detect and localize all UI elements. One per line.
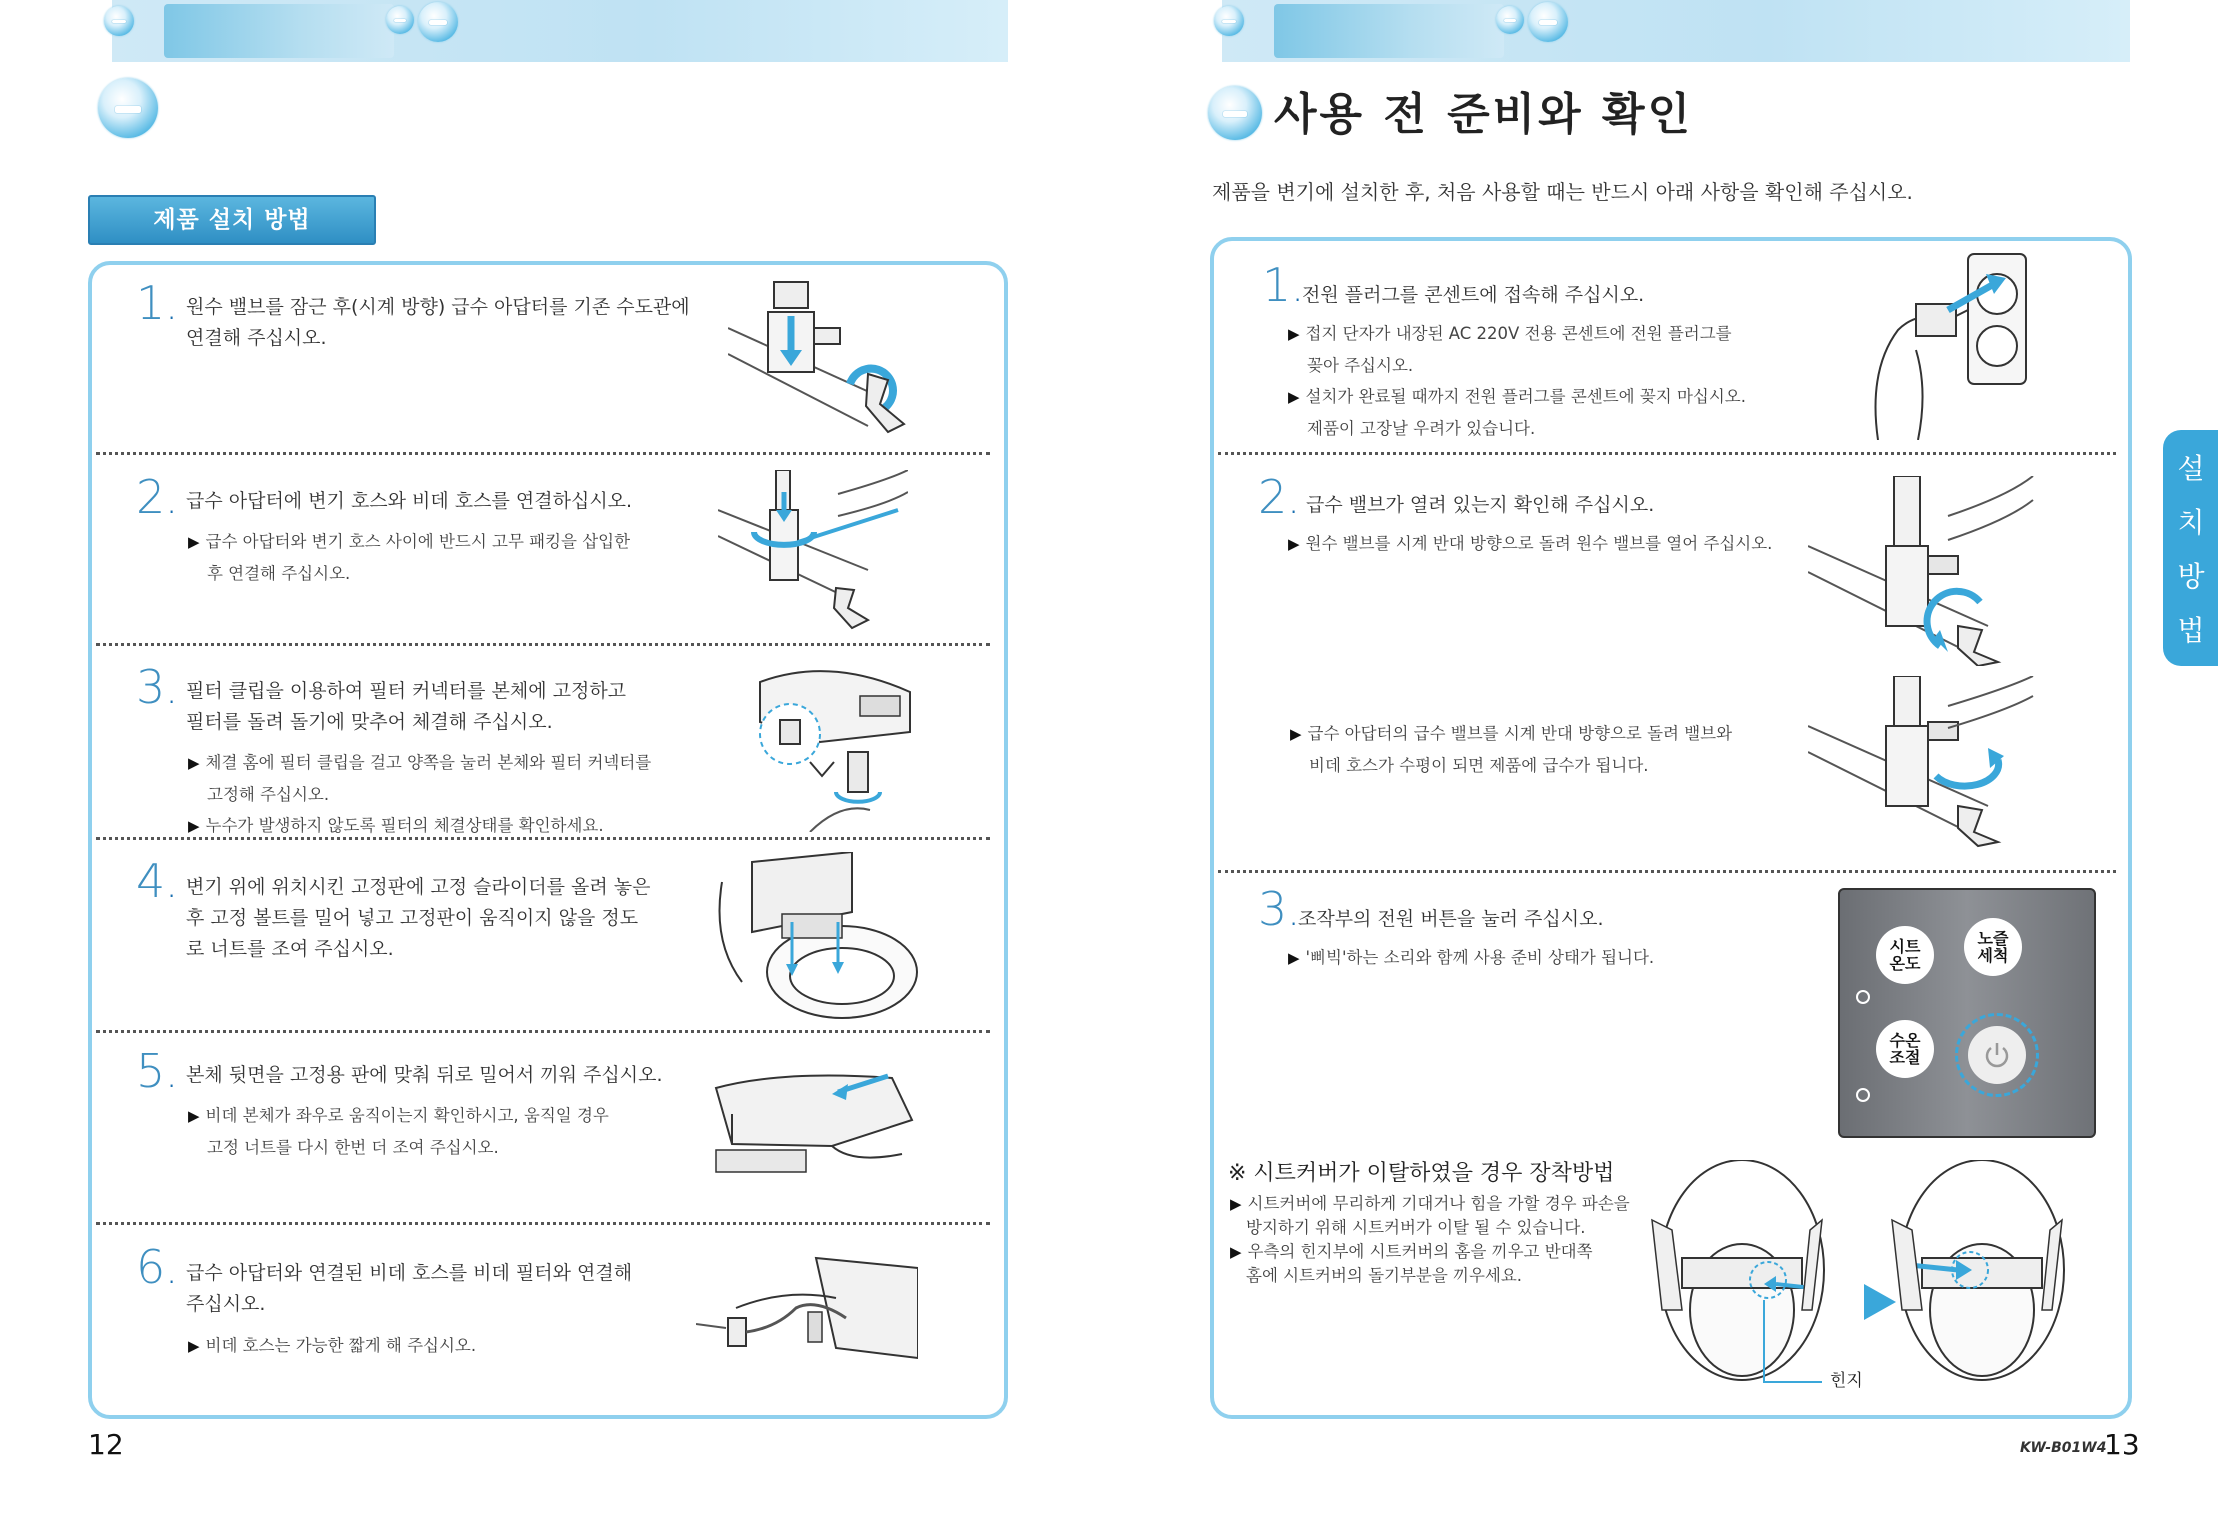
- water-valve-illustration: [1808, 476, 2038, 666]
- indicator-light: [1856, 1088, 1870, 1102]
- bubble-icon: [1214, 6, 1244, 36]
- banner-photo: [1274, 4, 1504, 58]
- divider: [96, 1030, 990, 1033]
- power-outlet-illustration: [1858, 250, 2038, 440]
- bullet-triangle-icon: ▶: [188, 754, 200, 772]
- bubble-icon: [418, 2, 458, 42]
- step-number: 3.: [1258, 882, 1300, 936]
- bullet-triangle-icon: ▶: [188, 1107, 200, 1125]
- power-icon: [1982, 1040, 2012, 1070]
- step-number: 2.: [136, 470, 178, 524]
- step-text: 본체 뒷면을 고정용 판에 맞춰 뒤로 밀어서 끼워 주십시오.: [186, 1064, 663, 1086]
- step-number: 1.: [1262, 258, 1304, 312]
- step-number: 5.: [136, 1044, 178, 1098]
- step-text: 급수 밸브가 열려 있는지 확인해 주십시오.: [1306, 494, 1655, 516]
- bubble-icon: [1528, 2, 1568, 42]
- step-text: 전원 플러그를 콘센트에 접속해 주십시오.: [1302, 284, 1645, 306]
- water-temp-button[interactable]: 수온 조절: [1876, 1020, 1934, 1078]
- bullet-triangle-icon: ▶: [188, 817, 200, 835]
- step-number: 3.: [136, 660, 178, 714]
- step-note: ▶ 급수 아답터의 급수 밸브를 시계 반대 방향으로 돌려 밸브와 비데 호스가 수평이 되면 제품에 급수가 됩니다.: [1290, 724, 1733, 775]
- page-number: 13: [2104, 1428, 2140, 1461]
- step-note: ▶ 접지 단자가 내장된 AC 220V 전용 콘센트에 전원 플러그를 꽂아 주십시오. ▶ 설치가 완료될 때까지 전원 플러그를 콘센트에 꽂지 마십시오. 제품이 고장날 우려가 있습니다.: [1288, 324, 1746, 438]
- bullet-triangle-icon: ▶: [1288, 949, 1300, 967]
- model-name: KW-B01W4: [2020, 1440, 2107, 1456]
- title-bubble-icon: [1208, 86, 1262, 140]
- bullet-triangle-icon: ▶: [1230, 1195, 1242, 1213]
- bullet-triangle-icon: ▶: [188, 1337, 200, 1355]
- bullet-triangle-icon: ▶: [1288, 325, 1300, 343]
- step-note: ▶ '삐빅'하는 소리와 함께 사용 준비 상태가 됩니다.: [1288, 948, 1655, 967]
- seat-cover-illustration: [1642, 1160, 2082, 1400]
- filter-illustration: [740, 662, 920, 832]
- bullet-triangle-icon: ▶: [1288, 535, 1300, 553]
- step-number: 2.: [1258, 470, 1300, 524]
- page-number: 12: [88, 1428, 124, 1461]
- bidet-hose-illustration: [696, 1248, 918, 1378]
- indicator-light: [1856, 990, 1870, 1004]
- step-text: 원수 밸브를 잠근 후(시계 방향) 급수 아답터를 기존 수도관에 연결해 주십시오.: [186, 296, 690, 349]
- hose-connection-illustration: [718, 470, 908, 630]
- note-title: ※ 시트커버가 이탈하였을 경우 장착방법: [1228, 1161, 1615, 1186]
- bullet-triangle-icon: ▶: [1230, 1243, 1242, 1261]
- intro-text: 제품을 변기에 설치한 후, 처음 사용할 때는 반드시 아래 사항을 확인해 주십시오.: [1212, 180, 1913, 204]
- step-number: 4.: [136, 854, 178, 908]
- divider: [96, 643, 990, 646]
- step-text: 조작부의 전원 버튼을 눌러 주십시오.: [1298, 908, 1604, 930]
- banner-photo: [164, 4, 394, 58]
- seat-temp-button[interactable]: 시트 온도: [1876, 926, 1934, 984]
- divider: [96, 1222, 990, 1225]
- step-note: ▶ 비데 호스는 가능한 짧게 해 주십시오.: [188, 1336, 477, 1355]
- bubble-icon: [1496, 6, 1524, 34]
- step-text: 급수 아답터에 변기 호스와 비데 호스를 연결하십시오.: [186, 490, 633, 512]
- bubble-icon: [104, 6, 134, 36]
- step-text: 필터 클립을 이용하여 필터 커넥터를 본체에 고정하고 필터를 돌려 돌기에 맞추어 체결해 주십시오.: [186, 680, 627, 733]
- step-text: 급수 아답터와 연결된 비데 호스를 비데 필터와 연결해 주십시오.: [186, 1262, 633, 1315]
- page-title: 사용 전 준비와 확인: [1274, 89, 1693, 140]
- adapter-valve-illustration: [1808, 676, 2038, 866]
- divider: [96, 837, 990, 840]
- section-title: 제품 설치 방법: [88, 195, 376, 245]
- step-note: ▶ 급수 아답터와 변기 호스 사이에 반드시 고무 패킹을 삽입한 후 연결해 주십시오.: [188, 532, 631, 583]
- bidet-body-illustration: [712, 1054, 922, 1184]
- bullet-triangle-icon: ▶: [1288, 388, 1300, 406]
- mounting-plate-illustration: [712, 852, 922, 1022]
- section-side-tab[interactable]: 설 치 방 법: [2163, 430, 2218, 666]
- bubble-icon: [386, 6, 414, 34]
- power-button[interactable]: [1968, 1026, 2026, 1084]
- top-banner-left: [112, 0, 1008, 62]
- divider: [1218, 452, 2116, 455]
- top-banner-right: [1222, 0, 2130, 62]
- step-number: 6.: [136, 1240, 178, 1294]
- step-text: 변기 위에 위치시킨 고정판에 고정 슬라이더를 올려 놓은 후 고정 볼트를 밀어 넣고 고정판이 움직이지 않을 정도 로 너트를 조여 주십시오.: [186, 876, 651, 960]
- nozzle-clean-button[interactable]: 노즐 세척: [1964, 918, 2022, 976]
- hinge-label: 힌지: [1830, 1371, 1863, 1391]
- step-note: ▶ 원수 밸브를 시계 반대 방향으로 돌려 원수 밸브를 열어 주십시오.: [1288, 534, 1773, 553]
- note-list: ▶ 시트커버에 무리하게 기대거나 힘을 가할 경우 파손을 방지하기 위해 시트커버가 이탈 될 수 있습니다. ▶ 우측의 힌지부에 시트커버의 홈을 끼우고 반대쪽 홈에 시트커버의 돌기부분을 끼우세요.: [1230, 1194, 1630, 1285]
- step-note: ▶ 비데 본체가 좌우로 움직이는지 확인하시고, 움직일 경우 고정 너트를 다시 한번 더 조여 주십시오.: [188, 1106, 609, 1157]
- bullet-triangle-icon: ▶: [188, 533, 200, 551]
- step-note: ▶ 체결 홈에 필터 클립을 걸고 양쪽을 눌러 본체와 필터 커넥터를 고정해 주십시오. ▶ 누수가 발생하지 않도록 필터의 체결상태를 확인하세요.: [188, 753, 652, 835]
- adapter-illustration: [728, 276, 918, 436]
- divider: [96, 452, 990, 455]
- section-bubble-icon: [98, 78, 158, 138]
- divider: [1218, 870, 2116, 873]
- bullet-triangle-icon: ▶: [1290, 725, 1302, 743]
- step-number: 1.: [136, 276, 178, 330]
- control-panel: [1838, 888, 2096, 1138]
